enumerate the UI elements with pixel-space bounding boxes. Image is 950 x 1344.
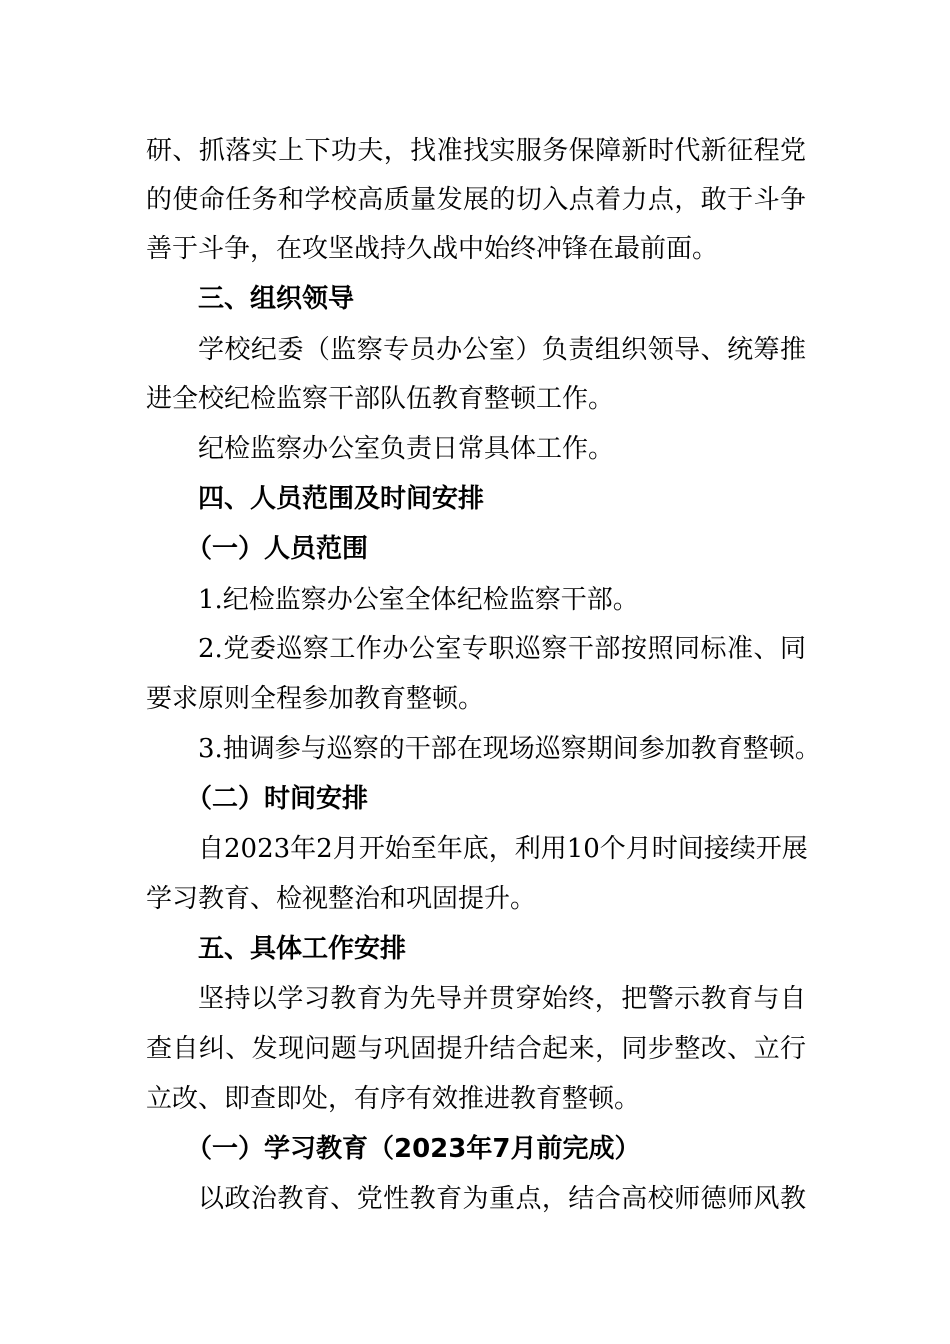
paragraph-line: 2.党委巡察工作办公室专职巡察干部按照同标准、同: [198, 634, 806, 664]
paragraph-line: 查自纠、发现问题与巩固提升结合起来，同步整改、立行: [146, 1034, 806, 1064]
paragraph-line: 纪检监察办公室负责日常具体工作。: [198, 434, 615, 464]
paragraph-line: 要求原则全程参加教育整顿。: [146, 684, 485, 714]
paragraph-line: 3.抽调参与巡察的干部在现场巡察期间参加教育整顿。: [198, 734, 821, 764]
section-heading: 三、组织领导: [198, 284, 355, 314]
subsection-heading: （一）学习教育（2023年7月前完成）: [186, 1134, 641, 1164]
paragraph-line: 善于斗争，在攻坚战持久战中始终冲锋在最前面。: [146, 234, 719, 264]
paragraph-line: 研、抓落实上下功夫，找准找实服务保障新时代新征程党: [146, 136, 806, 166]
section-heading: 四、人员范围及时间安排: [198, 484, 485, 514]
paragraph-line: 自2023年2月开始至年底，利用10个月时间接续开展: [198, 834, 808, 864]
paragraph-line: 学校纪委（监察专员办公室）负责组织领导、统筹推: [198, 335, 806, 365]
subsection-heading: （二）时间安排: [186, 784, 369, 814]
section-heading: 五、具体工作安排: [198, 934, 407, 964]
paragraph-line: 坚持以学习教育为先导并贯穿始终，把警示教育与自: [198, 984, 806, 1014]
subsection-heading: （一）人员范围: [186, 534, 369, 564]
paragraph-line: 的使命任务和学校高质量发展的切入点着力点，敢于斗争: [146, 185, 806, 215]
paragraph-line: 立改、即查即处，有序有效推进教育整顿。: [146, 1084, 641, 1114]
paragraph-line: 以政治教育、党性教育为重点，结合高校师德师风教: [198, 1184, 806, 1214]
paragraph-line: 1.纪检监察办公室全体纪检监察干部。: [198, 585, 639, 615]
paragraph-line: 学习教育、检视整治和巩固提升。: [146, 884, 537, 914]
paragraph-line: 进全校纪检监察干部队伍教育整顿工作。: [146, 384, 615, 414]
